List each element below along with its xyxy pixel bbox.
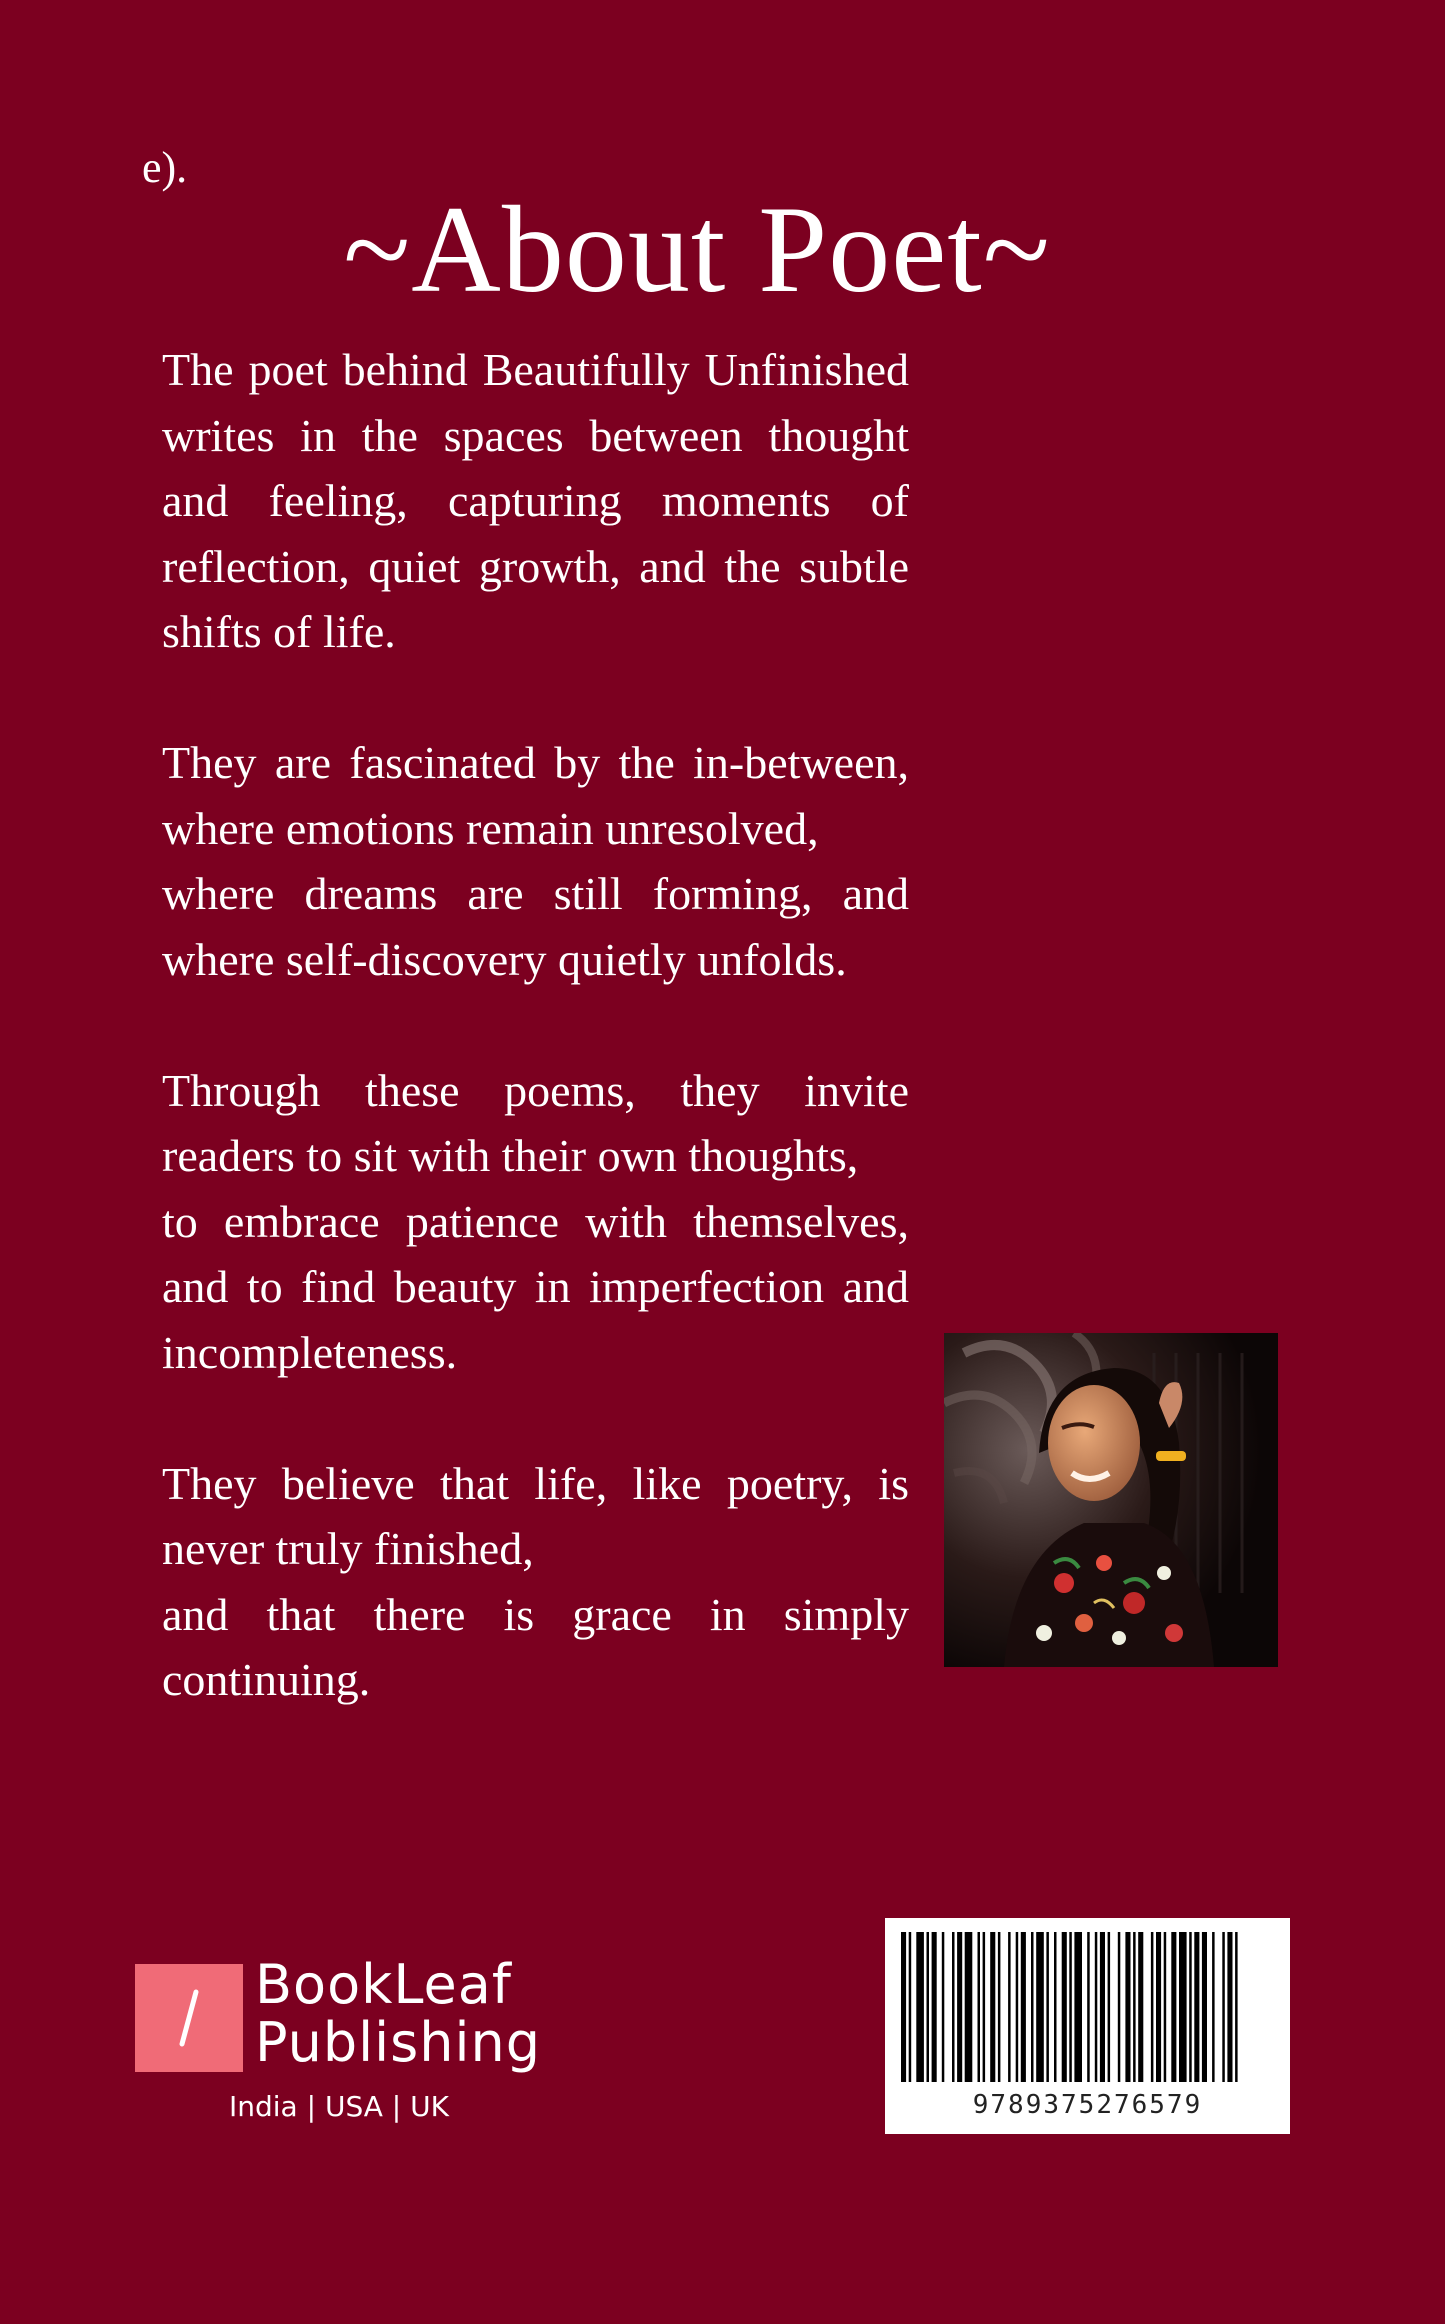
isbn-barcode <box>885 1918 1290 2134</box>
poet-photo <box>944 1333 1278 1667</box>
barcode-bar <box>1100 1932 1105 2082</box>
barcode-bar <box>1235 1932 1238 2082</box>
barcode-bar <box>1179 1932 1187 2082</box>
barcode-bar <box>1062 1932 1067 2082</box>
barcode-bar <box>983 1932 986 2082</box>
barcode-bar <box>978 1932 981 2082</box>
barcode-bar <box>1021 1932 1026 2082</box>
barcode-bar <box>1054 1932 1057 2082</box>
publisher-name-line1: BookLeaf <box>255 1953 512 2016</box>
barcode-bar <box>1212 1932 1215 2082</box>
barcode-bar <box>1227 1932 1232 2082</box>
barcode-bar <box>1036 1932 1044 2082</box>
barcode-bar <box>1222 1932 1225 2082</box>
publisher-name <box>255 1953 555 2074</box>
barcode-bar <box>1151 1932 1154 2082</box>
barcode-bar <box>1074 1932 1082 2082</box>
bio-line: Through these poems, they invite readers to sit with their own thoughts, <box>162 1064 909 1181</box>
bio-paragraph <box>162 1451 909 1713</box>
barcode-bar <box>927 1932 930 2082</box>
barcode-bar <box>952 1932 955 2082</box>
bio-line: They are fascinated by the in-between, where emotions remain unresolved, <box>162 737 909 854</box>
publisher-regions: India | USA | UK <box>229 2090 449 2123</box>
barcode-bar <box>1202 1932 1207 2082</box>
barcode-bar <box>916 1932 924 2082</box>
poet-bio <box>162 337 909 1778</box>
barcode-bar <box>1069 1932 1072 2082</box>
bio-line: The poet behind Beautifully Unfinished writes in the spaces between thought and feeling, capturing moments of reflection, quiet growth, and the subtle shifts of life. <box>162 344 909 657</box>
bio-paragraph <box>162 337 909 665</box>
slash-icon <box>135 1964 243 2072</box>
barcode-bar <box>942 1932 945 2082</box>
barcode-bar <box>1016 1932 1019 2082</box>
barcode-bar <box>1194 1932 1199 2082</box>
poet-portrait-image <box>944 1333 1278 1667</box>
barcode-bar <box>1133 1932 1136 2082</box>
isbn-number: 9789375276579 <box>972 2090 1203 2120</box>
barcode-bar <box>1171 1932 1176 2082</box>
barcode-bar <box>1108 1932 1111 2082</box>
barcode-bar <box>932 1932 937 2082</box>
bio-paragraph <box>162 730 909 992</box>
barcode-bar <box>1138 1932 1143 2082</box>
barcode-bar <box>957 1932 962 2082</box>
barcode-bar <box>965 1932 973 2082</box>
barcode-bar <box>1156 1932 1161 2082</box>
barcode-bar <box>1189 1932 1192 2082</box>
barcode-bar <box>1164 1932 1167 2082</box>
publisher-name-line2: Publishing <box>255 2011 541 2074</box>
bio-line: and that there is grace in simply continuing. <box>162 1588 909 1705</box>
barcode-bar <box>1046 1932 1049 2082</box>
bio-line: to embrace patience with themselves, and to find beauty in imperfection and incompleteness. <box>162 1195 909 1378</box>
barcode-bar <box>1008 1932 1011 2082</box>
barcode-bar <box>1125 1932 1130 2082</box>
barcode-bar <box>1118 1932 1121 2082</box>
bio-paragraph <box>162 1058 909 1386</box>
barcode-bars <box>885 1918 1290 2090</box>
bio-line: where dreams are still forming, and where self-discovery quietly unfolds. <box>162 868 909 985</box>
barcode-bar <box>990 1932 995 2082</box>
barcode-bar <box>1087 1932 1090 2082</box>
page-title: ~About Poet~ <box>343 181 1051 318</box>
barcode-bar <box>998 1932 1001 2082</box>
barcode-bar <box>1031 1932 1034 2082</box>
barcode-bar <box>909 1932 912 2082</box>
stray-text: e). <box>142 143 188 192</box>
bio-line: They believe that life, like poetry, is never truly finished, <box>162 1457 909 1574</box>
barcode-bar <box>1095 1932 1098 2082</box>
barcode-bar <box>901 1932 906 2082</box>
